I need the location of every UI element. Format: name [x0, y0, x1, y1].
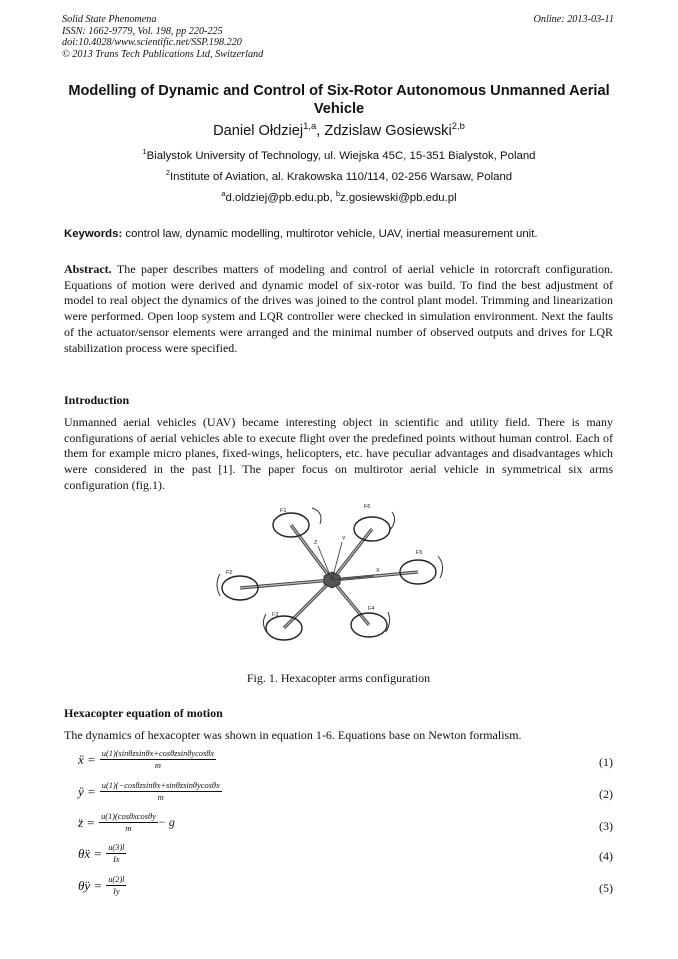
label-z: Z	[314, 540, 318, 546]
affiliation-sup: 1	[142, 147, 147, 157]
introduction-text: Unmanned aerial vehicles (UAV) became interesting object in scientific and utility field. There is many configurations of aerial vehicles able to execute flight over the predefined points without human control. Each of them for example micro planes, fixed-wings, helicopters, etc. have peculiar advantages and disadvantages which were considered in the past [1]. The paper focus on multirotor aerial vehicle in symmetrical six arms configuration (fig.1).	[64, 415, 613, 492]
equation-lhs: z̈ =	[78, 814, 96, 830]
equation-number: (1)	[599, 755, 613, 769]
author-separator: ,	[316, 123, 325, 139]
affiliation-text: Institute of Aviation, al. Krakowska 110/114, 02-256 Warsaw, Poland	[169, 171, 513, 183]
author-sup: 2,b	[451, 121, 465, 133]
email-sup: a	[221, 189, 226, 199]
label-y: Y	[342, 536, 346, 542]
affiliation-text: Bialystok University of Technology, ul. Wiejska 45C, 15-351 Bialystok, Poland	[146, 150, 536, 162]
email-sup: b	[335, 189, 340, 199]
label-f1: F1	[280, 508, 287, 514]
rotation-arrows	[217, 508, 443, 634]
abstract-label: Abstract.	[64, 262, 112, 276]
equation-2	[78, 781, 222, 802]
label-f2: F2	[226, 570, 233, 576]
equation-lhs: ẍ =	[78, 751, 96, 767]
figure-caption: Fig. 1. Hexacopter arms configuration	[246, 671, 431, 685]
equation-numerator: u(2)l	[108, 875, 125, 884]
label-f3: F3	[272, 612, 279, 618]
copyright-line: © 2013 Trans Tech Publications Ltd, Switzerland	[62, 48, 264, 60]
equation-numerator: u(3)l	[108, 843, 125, 852]
hexacopter-figure	[214, 500, 462, 648]
equation-denominator: m	[154, 761, 161, 770]
issn-line: ISSN: 1662-9779, Vol. 198, pp 220-225	[62, 25, 223, 37]
label-f6: F6	[364, 504, 371, 510]
author-name: Zdzislaw Gosiewski	[324, 123, 452, 139]
keywords-label: Keywords:	[64, 228, 123, 240]
equation-denominator: m	[125, 824, 132, 833]
keywords	[64, 228, 616, 240]
keywords-text: control law, dynamic modelling, multirotor vehicle, UAV, inertial measurement unit.	[122, 228, 538, 240]
email-line	[62, 189, 616, 204]
equation-lhs: θ̈x =	[78, 845, 103, 861]
authors-line	[62, 123, 616, 139]
paper-title: Modelling of Dynamic and Control of Six-Rotor Autonomous Unmanned Aerial Vehicle	[68, 83, 610, 117]
equation-1	[78, 749, 216, 770]
equation-numerator: u(1)(cosθxcosθy	[101, 812, 156, 821]
equation-number: (3)	[599, 819, 613, 833]
abstract-text: The paper describes matters of modeling and control of aerial vehicle in rotorcraft configuration. Equations of motion were derived and dynamic model of six-rotor was build. To find the best adjustment of model to real object the dynamics of the drives was joined to the control plant model. Trimming and linearization were performed. Open loop system and LQR controller were checked in simulation environment. Next the faults of the actuator/sensor elements were arranged and the minimal number of observed outputs and drives for LQR stabilization process were specified.	[64, 262, 613, 355]
label-f5: F5	[416, 550, 423, 556]
journal-name: Solid State Phenomena	[62, 14, 157, 25]
equation-number: (2)	[599, 787, 613, 801]
email-a: d.oldziej@pb.edu.pb,	[225, 192, 336, 204]
equations-heading: Hexacopter equation of motion	[64, 706, 223, 720]
equation-number: (4)	[599, 849, 613, 863]
equation-3	[78, 812, 175, 833]
equation-denominator: Ix	[113, 855, 120, 864]
author-sup: 1,a	[303, 121, 317, 133]
equation-lhs: ÿ =	[78, 783, 96, 799]
equation-tail: − g	[157, 815, 175, 829]
author-name: Daniel Ołdziej	[213, 123, 304, 139]
equation-numerator: u(1)(sinθzsinθx+cosθzsinθycosθx	[101, 749, 215, 758]
equation-denominator: Iy	[113, 887, 120, 896]
equation-4	[78, 843, 126, 864]
equation-5	[78, 875, 126, 896]
online-date: Online: 2013-03-11	[533, 14, 614, 25]
abstract	[64, 262, 613, 356]
label-f4: F4	[368, 606, 375, 612]
equation-numerator: u(1)(−cosθzsinθx+sinθzsinθycosθx	[101, 781, 220, 790]
journal-header	[62, 14, 263, 60]
doi-line: doi:10.4028/www.scientific.net/SSP.198.220	[62, 37, 242, 49]
email-b: z.gosiewski@pb.edu.pl	[339, 192, 457, 204]
affiliation-1	[62, 147, 616, 162]
affiliation-sup: 2	[165, 168, 170, 178]
equation-denominator: m	[157, 793, 164, 802]
introduction-heading: Introduction	[64, 393, 130, 407]
equation-lhs: θ̈y =	[78, 877, 103, 893]
affiliation-2	[62, 168, 616, 183]
equation-number: (5)	[599, 881, 613, 895]
equations-intro: The dynamics of hexacopter was shown in equation 1-6. Equations base on Newton formalism.	[64, 728, 522, 742]
label-x: X	[376, 568, 380, 574]
